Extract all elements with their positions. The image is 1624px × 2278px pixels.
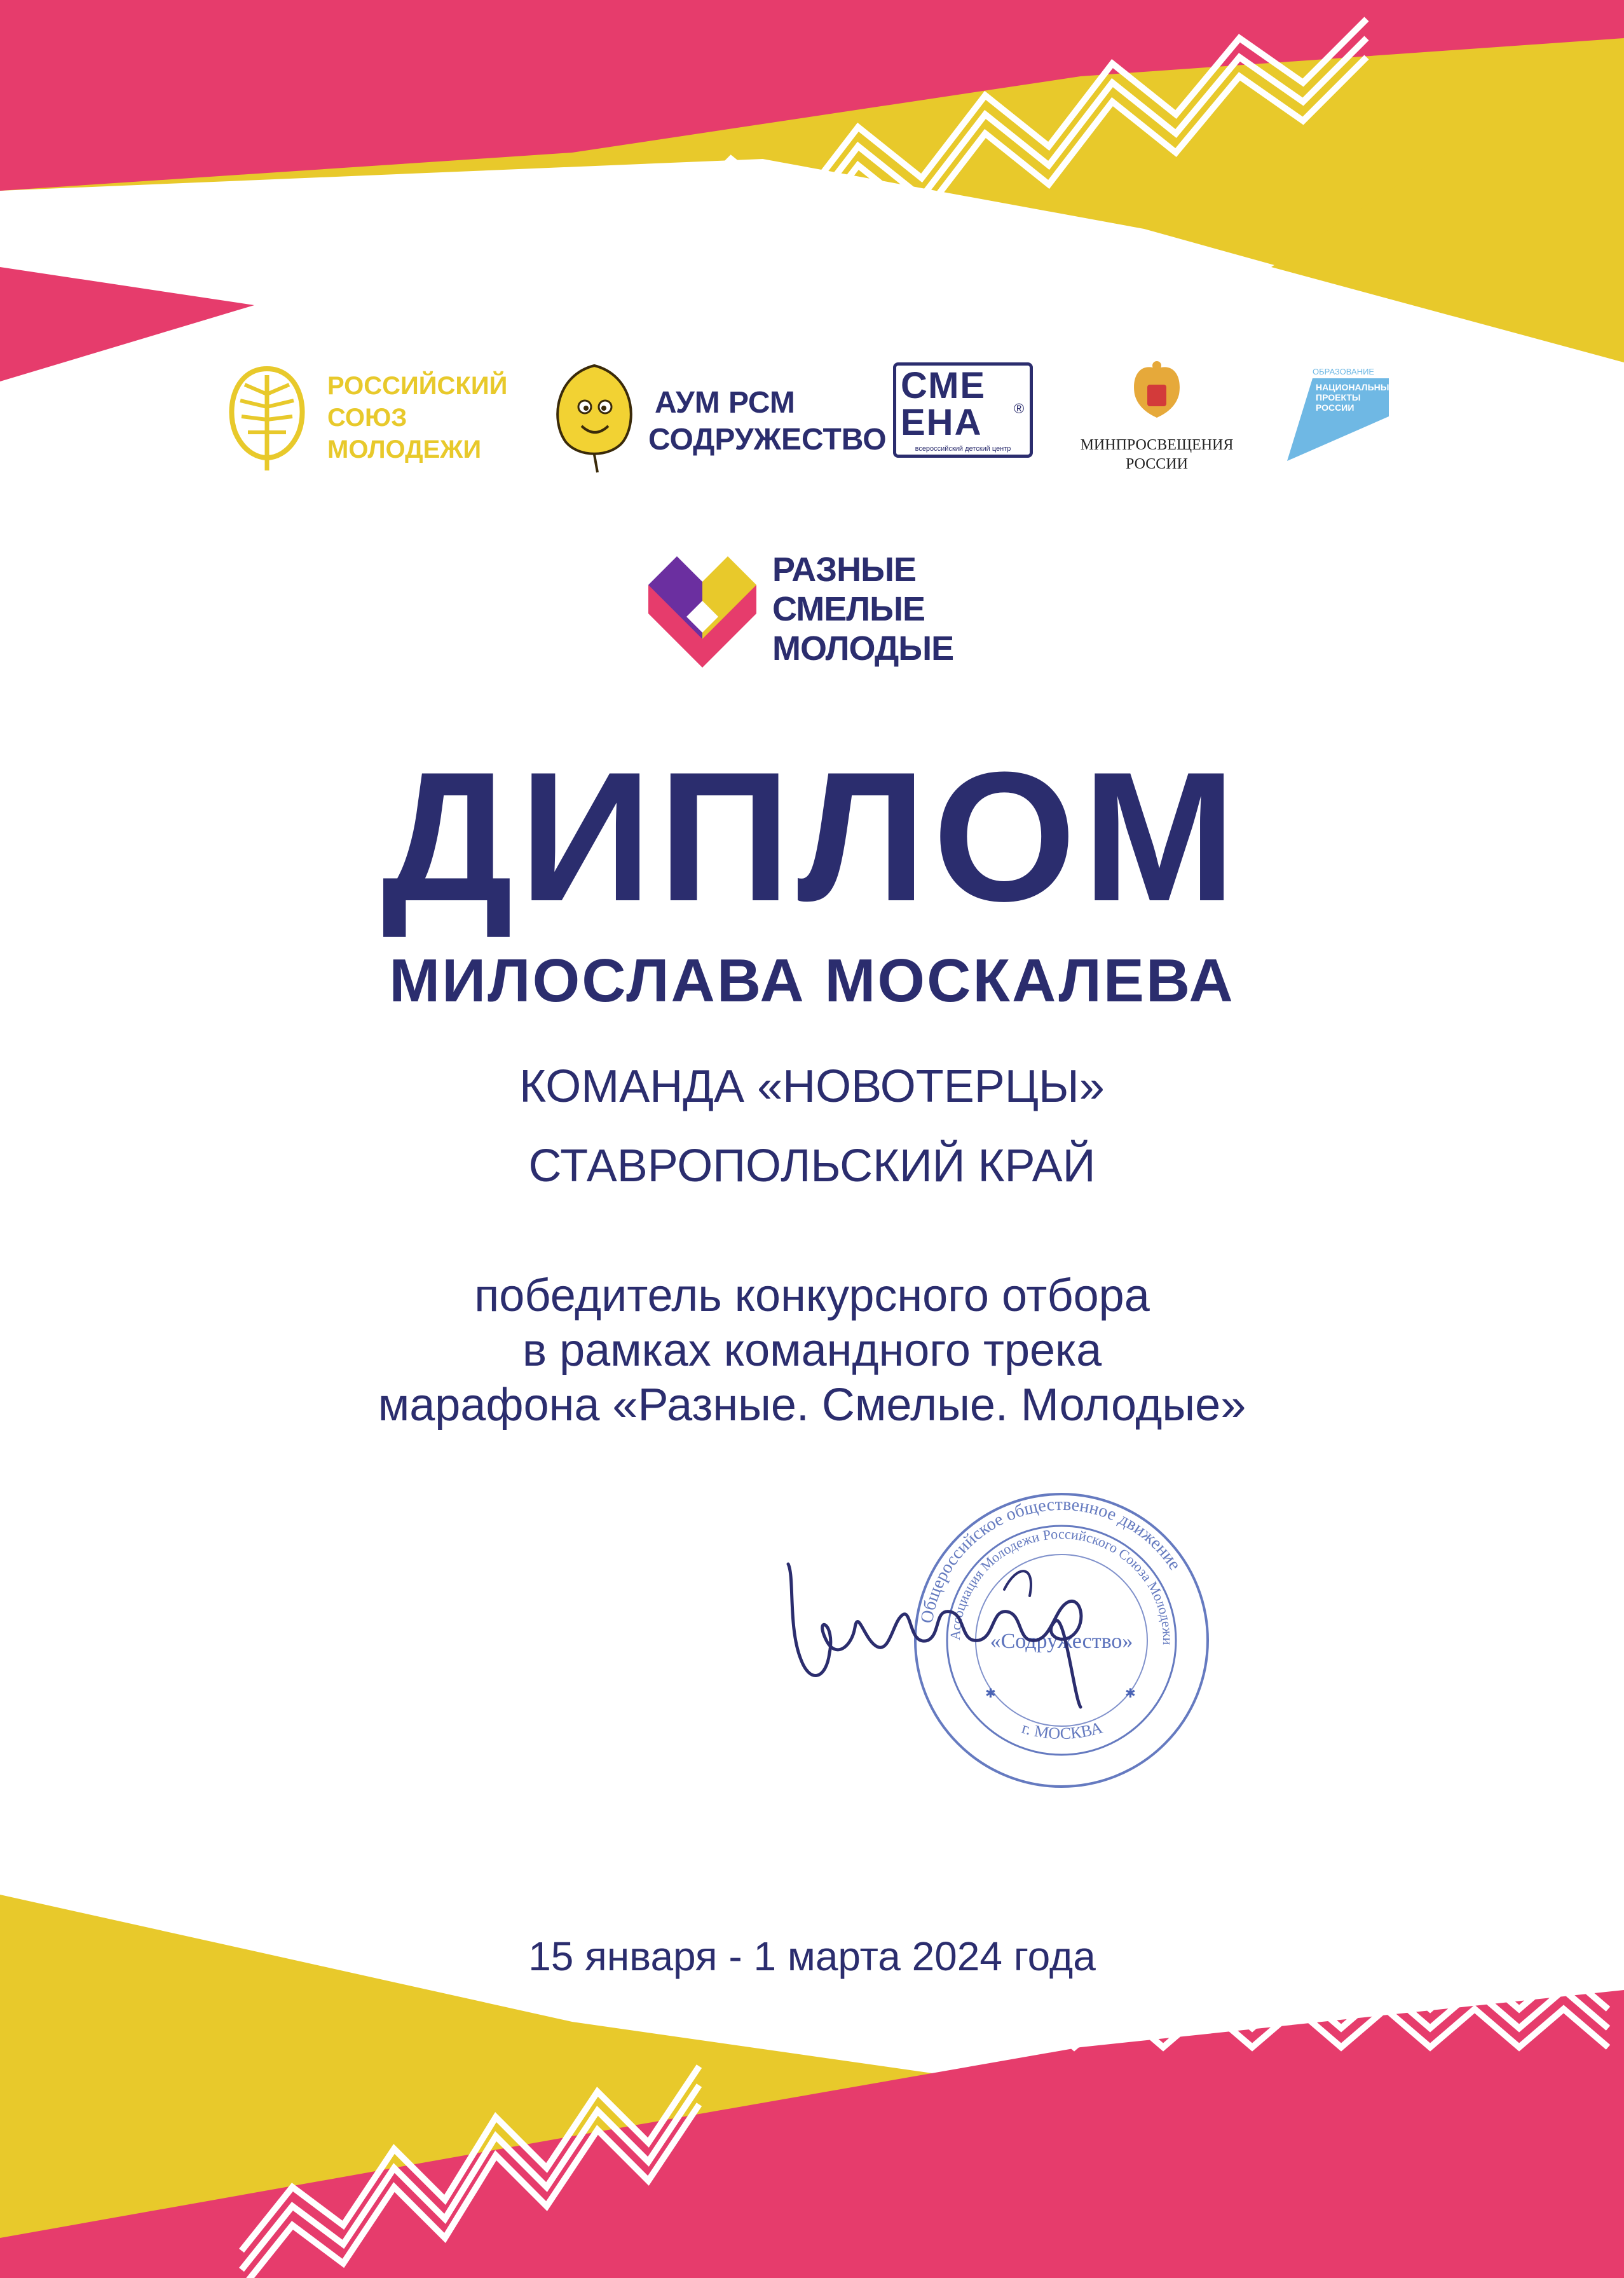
logo-aum [547, 359, 887, 474]
aum-line1: АУМ РСМ [655, 386, 795, 420]
natproj-line2: ПРОЕКТЫ [1316, 392, 1361, 402]
svg-text:✱: ✱ [1125, 1687, 1136, 1701]
event-line2: СМЕЛЫЕ [772, 590, 925, 628]
stamp-center-text: «Содружество» [990, 1630, 1133, 1653]
desc-line2: в рамках командного трека [522, 1325, 1102, 1376]
svg-text:✱: ✱ [985, 1687, 996, 1701]
stamp-outer-text: Общероссийское общественное движение [917, 1494, 1185, 1625]
stamp-city-text: г. МОСКВА [1020, 1718, 1105, 1743]
aspen-leaf-icon [222, 362, 311, 470]
smena-line1: СМЕ [901, 365, 986, 406]
event-dates: 15 января - 1 марта 2024 года [528, 1933, 1096, 1979]
desc-line3: марафона «Разные. Смелые. Молодые» [378, 1380, 1246, 1431]
registered-mark: ® [1014, 401, 1025, 416]
logo-raznye-smelye-molodye [642, 544, 998, 677]
logo-rsm [222, 362, 528, 470]
heart-logo-icon [642, 544, 763, 671]
stamp-middle-text: Ассоциация Молодежи Российского Союза Молодежи [946, 1525, 1177, 1645]
logo-natproject [1274, 366, 1402, 467]
diploma-title: ДИПЛОМ [381, 734, 1243, 940]
smena-line2: ЕНА [901, 402, 983, 443]
aum-line2: СОДРУЖЕСТВО [648, 423, 887, 456]
recipient-name: МИЛОСЛАВА МОСКАЛЕВА [389, 947, 1235, 1015]
coat-of-arms-icon [1128, 359, 1185, 423]
rsm-line3: МОЛОДЕЖИ [327, 436, 482, 463]
top-decoration [0, 0, 1624, 381]
leaf-mascot-icon [547, 359, 642, 474]
team-name: КОМАНДА «НОВОТЕРЦЫ» [519, 1061, 1105, 1112]
rsm-line2: СОЮЗ [327, 404, 407, 432]
event-line3: МОЛОДЫЕ [772, 629, 954, 668]
desc-line1: победитель конкурсного отбора [474, 1270, 1150, 1321]
event-line1: РАЗНЫЕ [772, 551, 916, 589]
natproj-line3: РОССИИ [1316, 402, 1354, 413]
minpros-line2: РОССИИ [1126, 456, 1188, 472]
natproj-line1: НАЦИОНАЛЬНЫЕ [1316, 382, 1395, 392]
handwritten-signature [775, 1539, 1131, 1717]
logo-minprosvesheniya [1074, 359, 1239, 474]
svg-text:г. МОСКВА [1020, 1718, 1105, 1743]
region-name: СТАВРОПОЛЬСКИЙ КРАЙ [528, 1141, 1096, 1191]
logo-smena [893, 362, 1039, 464]
natproj-top: ОБРАЗОВАНИЕ [1313, 367, 1375, 376]
natproject-shape [1274, 366, 1402, 467]
rsm-line1: РОССИЙСКИЙ [327, 372, 508, 400]
award-description [0, 1268, 1624, 1432]
minpros-line1: МИНПРОСВЕЩЕНИЯ [1080, 437, 1234, 453]
smena-caption: всероссийский детский центр [915, 445, 1011, 453]
